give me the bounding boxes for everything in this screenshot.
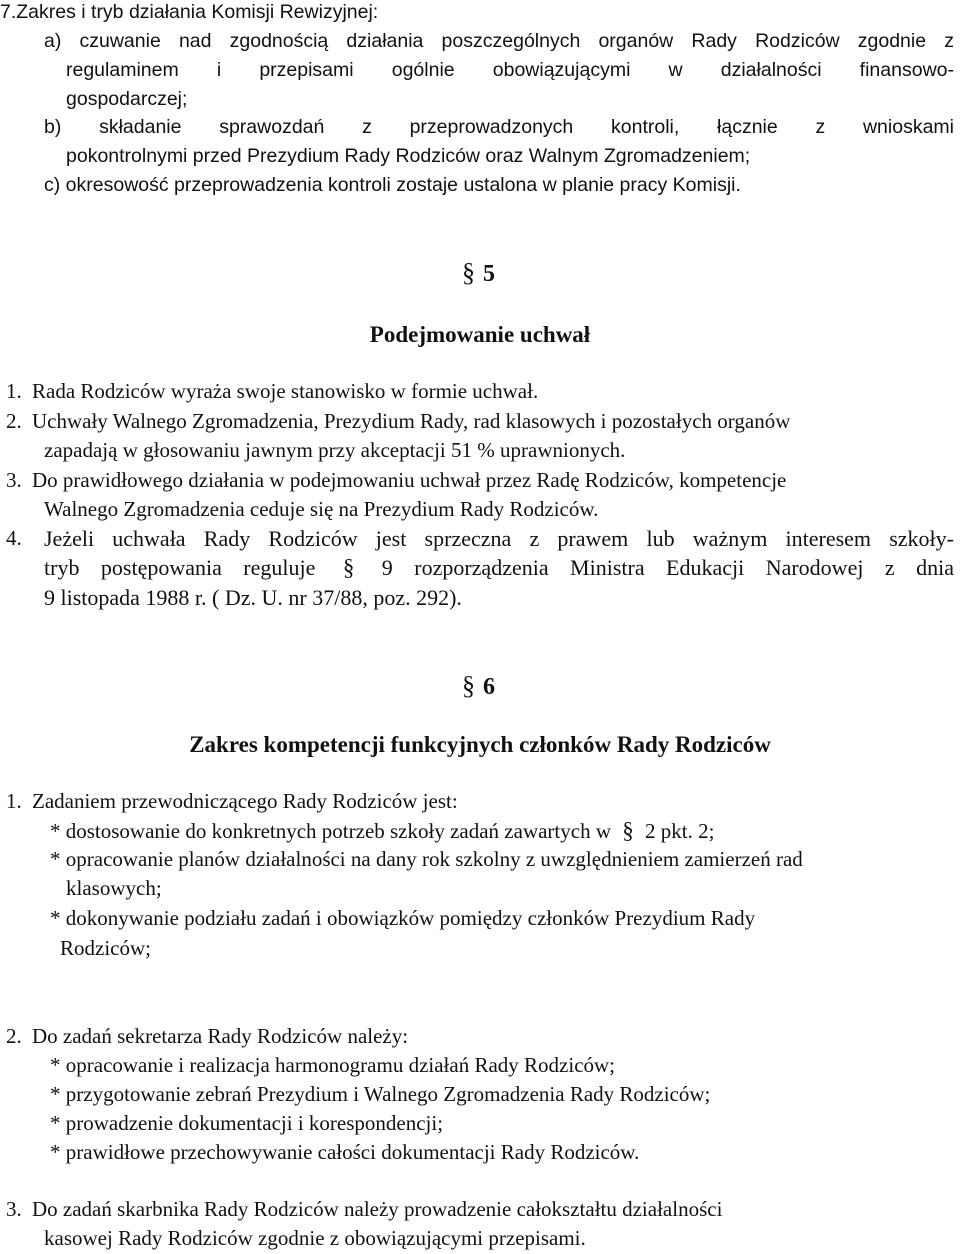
item-a-line2: regulaminem i przepisami ogólnie obowiązującymi w działalności finansowo- (66, 59, 954, 81)
par5-item-2 (6, 407, 790, 436)
par6-item-2-bullet-3: * prowadzenie dokumentacji i korespondencji; (50, 1111, 444, 1135)
par6-item-3 (6, 1195, 722, 1224)
par5-item-4-line1: Jeżeli uchwała Rady Rodziców jest sprzeczna z prawem lub ważnym interesem szkoły- (44, 526, 954, 551)
item-a-line3: gospodarczej; (66, 88, 188, 110)
section-symbol: § (462, 671, 475, 700)
item-text: Do prawidłowego działania w podejmowaniu uchwał przez Radę Rodziców, kompetencje (32, 468, 787, 492)
item-text: Do zadań sekretarza Rady Rodziców należy: (32, 1024, 409, 1048)
item-text: Do zadań skarbnika Rady Rodziców należy prowadzenie całokształtu działalności (32, 1197, 723, 1221)
item-c-line1: c) okresowość przeprowadzenia kontroli zostaje ustalona w planie pracy Komisji. (44, 174, 741, 196)
paragraph-5-number (462, 258, 495, 289)
section-7-title: 7.Zakres i tryb działania Komisji Rewizyjnej: (0, 1, 379, 23)
par5-item-3 (6, 466, 786, 495)
par6-item-1-bullet-2-cont: klasowych; (66, 876, 162, 900)
bullet-text: * dostosowanie do konkretnych potrzeb szkoły zadań zawartych w (50, 819, 611, 843)
paragraph-number: 6 (483, 674, 495, 700)
section-symbol: § (622, 818, 634, 843)
item-text: 9 rozporządzenia Ministra Edukacji Narodowej z dnia (381, 555, 954, 580)
par5-item-4-line2 (44, 553, 954, 582)
par6-item-2-bullet-4: * prawidłowe przechowywanie całości dokumentacji Rady Rodziców. (50, 1140, 640, 1164)
par6-item-1 (6, 787, 458, 816)
par6-item-1-bullet-2: * opracowanie planów działalności na dany rok szkolny z uwzględnieniem zamierzeń rad (50, 847, 803, 871)
par6-item-2-bullet-2: * przygotowanie zebrań Prezydium i Walnego Zgromadzenia Rady Rodziców; (50, 1082, 711, 1106)
paragraph-6-heading: Zakres kompetencji funkcyjnych członków Rady Rodziców (189, 732, 771, 757)
item-text: Uchwały Walnego Zgromadzenia, Prezydium Rady, rad klasowych i pozostałych organów (32, 409, 791, 433)
item-number: 3. (6, 468, 22, 492)
paragraph-6-number (462, 671, 495, 702)
item-number: 1. (6, 789, 22, 813)
par6-item-1-bullet-3-cont: Rodziców; (60, 936, 151, 960)
par6-item-2 (6, 1022, 408, 1051)
par5-item-4-line3: 9 listopada 1988 r. ( Dz. U. nr 37/88, poz. 292). (44, 585, 462, 610)
item-number: 2. (6, 1024, 22, 1048)
par6-item-2-bullet-1: * opracowanie i realizacja harmonogramu działań Rady Rodziców; (50, 1053, 616, 1077)
par6-item-1-bullet-1 (50, 816, 714, 846)
section-symbol: § (342, 555, 355, 580)
item-number: 4. (6, 526, 22, 550)
item-text: Rada Rodziców wyraża swoje stanowisko w formie uchwał. (32, 379, 539, 403)
bullet-text: 2 pkt. 2; (645, 819, 715, 843)
par5-item-1 (6, 377, 538, 406)
item-b-line2: pokontrolnymi przed Prezydium Rady Rodziców oraz Walnym Zgromadzeniem; (66, 145, 751, 167)
par5-item-4 (6, 524, 32, 553)
par6-item-3-line2: kasowej Rady Rodziców zgodnie z obowiązującymi przepisami. (44, 1226, 586, 1250)
item-number: 1. (6, 379, 22, 403)
par5-item-3-line2: Walnego Zgromadzenia ceduje się na Prezydium Rady Rodziców. (44, 497, 599, 521)
section-symbol: § (462, 258, 475, 287)
item-b-line1: b) składanie sprawozdań z przeprowadzonych kontroli, łącznie z wnioskami (44, 116, 954, 138)
item-text: Zadaniem przewodniczącego Rady Rodziców jest: (32, 789, 458, 813)
item-text: tryb postępowania reguluje (44, 555, 316, 580)
item-a-line1: a) czuwanie nad zgodnością działania poszczególnych organów Rady Rodziców zgodnie z (44, 30, 954, 52)
par6-item-1-bullet-3: * dokonywanie podziału zadań i obowiązków pomiędzy członków Prezydium Rady (50, 906, 756, 930)
par5-item-2-line2: zapadają w głosowaniu jawnym przy akceptacji 51 % uprawnionych. (44, 438, 626, 462)
paragraph-5-heading: Podejmowanie uchwał (369, 322, 591, 347)
paragraph-number: 5 (483, 261, 495, 287)
item-number: 2. (6, 409, 22, 433)
item-number: 3. (6, 1197, 22, 1221)
